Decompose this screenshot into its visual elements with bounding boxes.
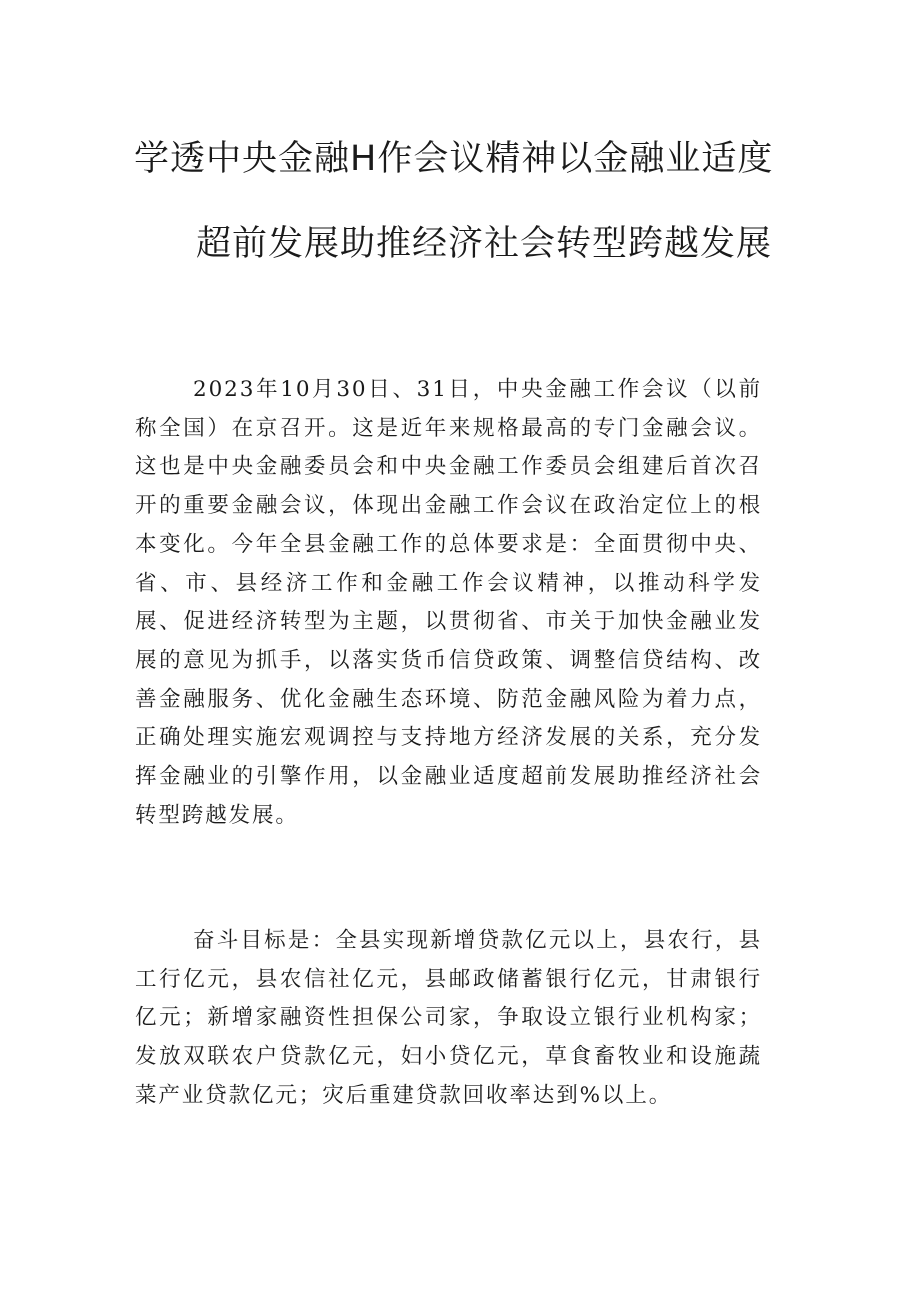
body-paragraph-2: 奋斗目标是：全县实现新增贷款亿元以上，县农行，县工行亿元，县农信社亿元，县邮政储蓄银行亿元，甘肃银行亿元；新增家融资性担保公司家，争取设立银行业机构家；发放双联农户贷款亿元，妇小贷亿元，草食畜牧业和设施蔬菜产业贷款亿元；灾后重建贷款回收率达到%以上。: [135, 928, 762, 1108]
body-paragraph-1: 2023年10月30日、31日，中央金融工作会议（以前称全国）在京召开。这是近年来规格最高的专门金融会议。这也是中央金融委员会和中央金融工作委员会组建后首次召开的重要金融会议，体现出金融工作会议在政治定位上的根本变化。今年全县金融工作的总体要求是：全面贯彻中央、省、市、县经济工作和金融工作会议精神，以推动科学发展、促进经济转型为主题，以贯彻省、市关于加快金融业发展的意见为抓手，以落实货币信贷政策、调整信贷结构、改善金融服务、优化金融生态环境、防范金融风险为着力点，正确处理实施宏观调控与支持地方经济发展的关系，充分发挥金融业的引擎作用，以金融业适度超前发展助推经济社会转型跨越发展。: [135, 377, 762, 828]
document-title-line-1: 学透中央金融H作会议精神以金融业适度: [134, 139, 774, 179]
document-title-line-2: 超前发展助推经济社会转型跨越发展: [196, 224, 773, 264]
